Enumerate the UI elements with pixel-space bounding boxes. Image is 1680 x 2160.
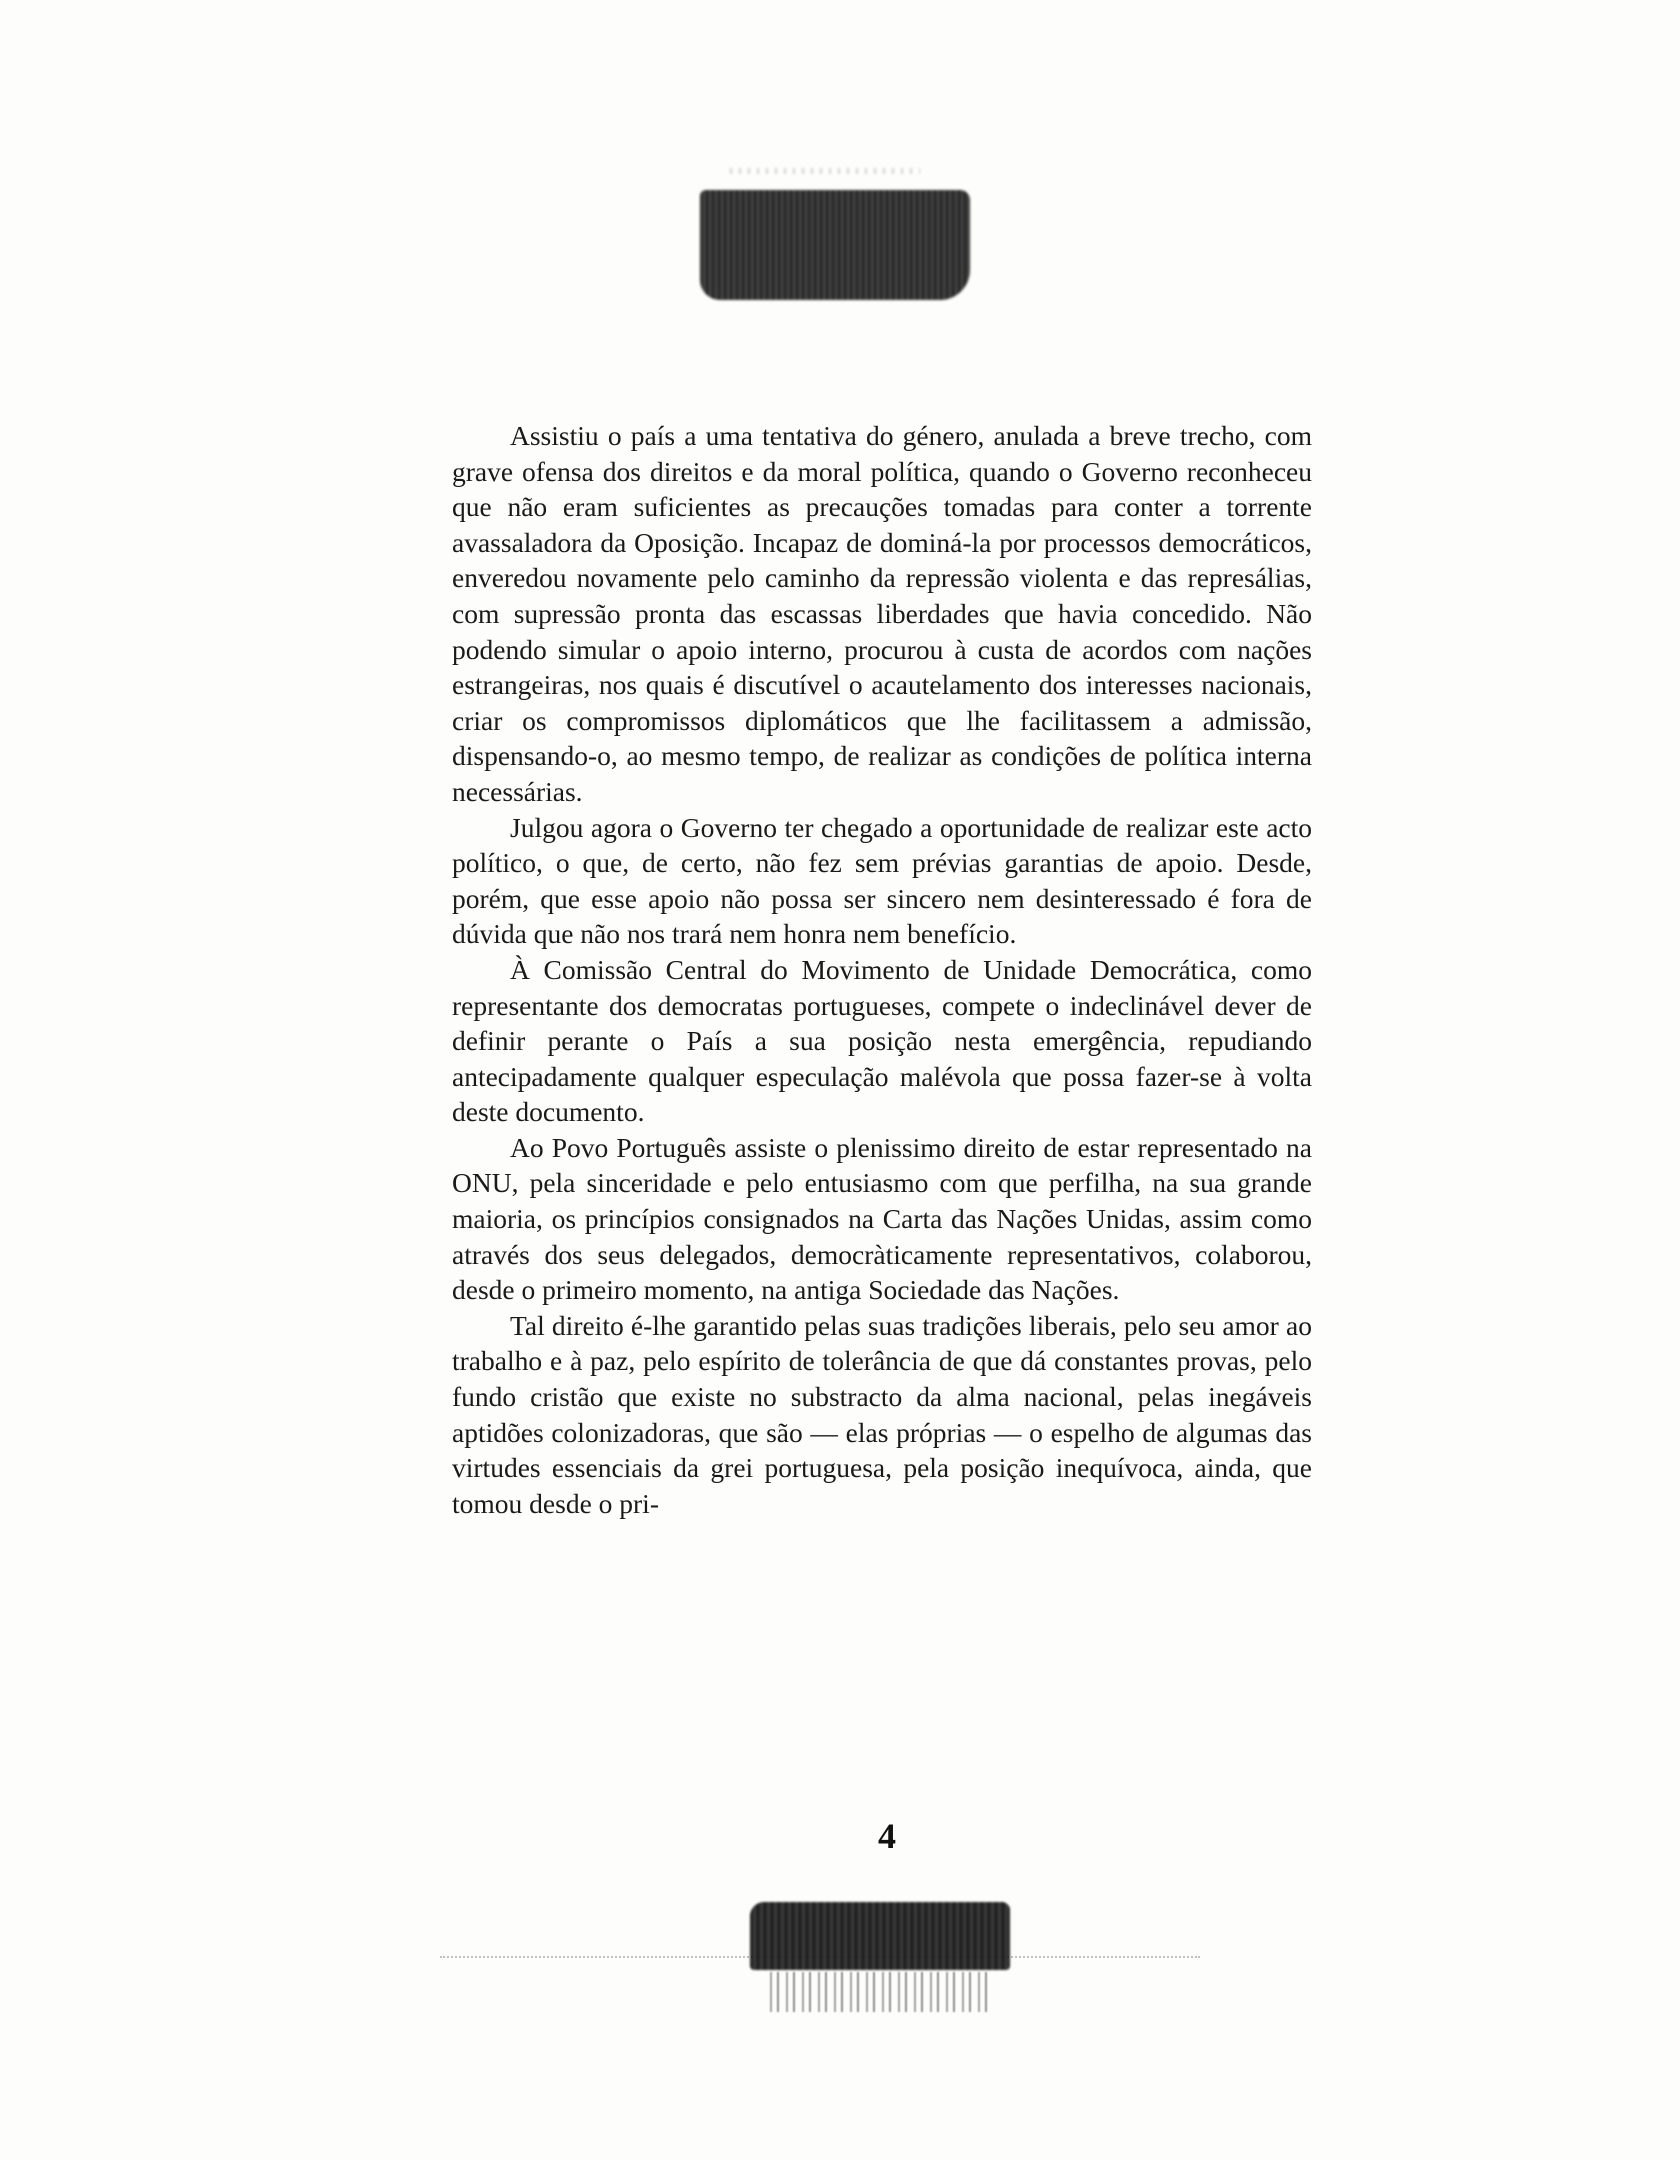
paragraph: Assistiu o país a uma tentativa do género, anulada a breve trecho, com grave ofensa dos direitos e da moral política, quando o Governo reconheceu que não eram suficientes as precauções tomadas para conter a torrente avassaladora da Oposição. Incapaz de dominá-la por processos democráticos, enveredou novamente pelo caminho da repressão violenta e das represálias, com supressão pronta das escassas liberdades que havia concedido. Não podendo simular o apoio interno, procurou à custa de acordos com nações estrangeiras, nos quais é discutível o acautelamento dos interesses nacionais, criar os compromissos diplomáticos que lhe facilitassem a admissão, dispensando-o, ao mesmo tempo, de realizar as condições de política interna necessárias. — [452, 420, 1312, 807]
page-number: 4 — [878, 1816, 896, 1856]
body-text — [452, 418, 1312, 1521]
paragraph: Ao Povo Português assiste o plenissimo direito de estar representado na ONU, pela sinceridade e pelo entusiasmo com que perfilha, na sua grande maioria, os princípios consignados na Carta das Nações Unidas, assim como através dos seus delegados, democràticamente representativos, colaborou, desde o primeiro momento, na antiga Sociedade das Nações. — [452, 1131, 1312, 1306]
paragraph: Tal direito é-lhe garantido pelas suas tradições liberais, pelo seu amor ao trabalho e à paz, pelo espírito de tolerância de que dá constantes provas, pelo fundo cristão que existe no substracto da alma nacional, pelas inegáveis aptidões colonizadoras, que são — elas próprias — o espelho de algumas das virtudes essenciais da grei portuguesa, pela posição inequívoca, ainda, que tomou desde o pri- — [452, 1309, 1312, 1519]
scan-artifact-top — [700, 190, 970, 300]
scan-artifact-bottom-streaks — [770, 1972, 990, 2012]
paragraph: À Comissão Central do Movimento de Unidade Democrática, como representante dos democratas portugueses, compete o indeclinável dever de definir perante o País a sua posição nesta emergência, repudiando antecipadamente qualquer especulação malévola que possa fazer-se à volta deste documento. — [452, 953, 1312, 1128]
scan-artifact-bottom — [750, 1902, 1010, 1970]
paragraph: Julgou agora o Governo ter chegado a oportunidade de realizar este acto político, o que, de certo, não fez sem prévias garantias de apoio. Desde, porém, que esse apoio não possa ser sincero nem desinteressado é fora de dúvida que não nos trará nem honra nem benefício. — [452, 811, 1312, 950]
